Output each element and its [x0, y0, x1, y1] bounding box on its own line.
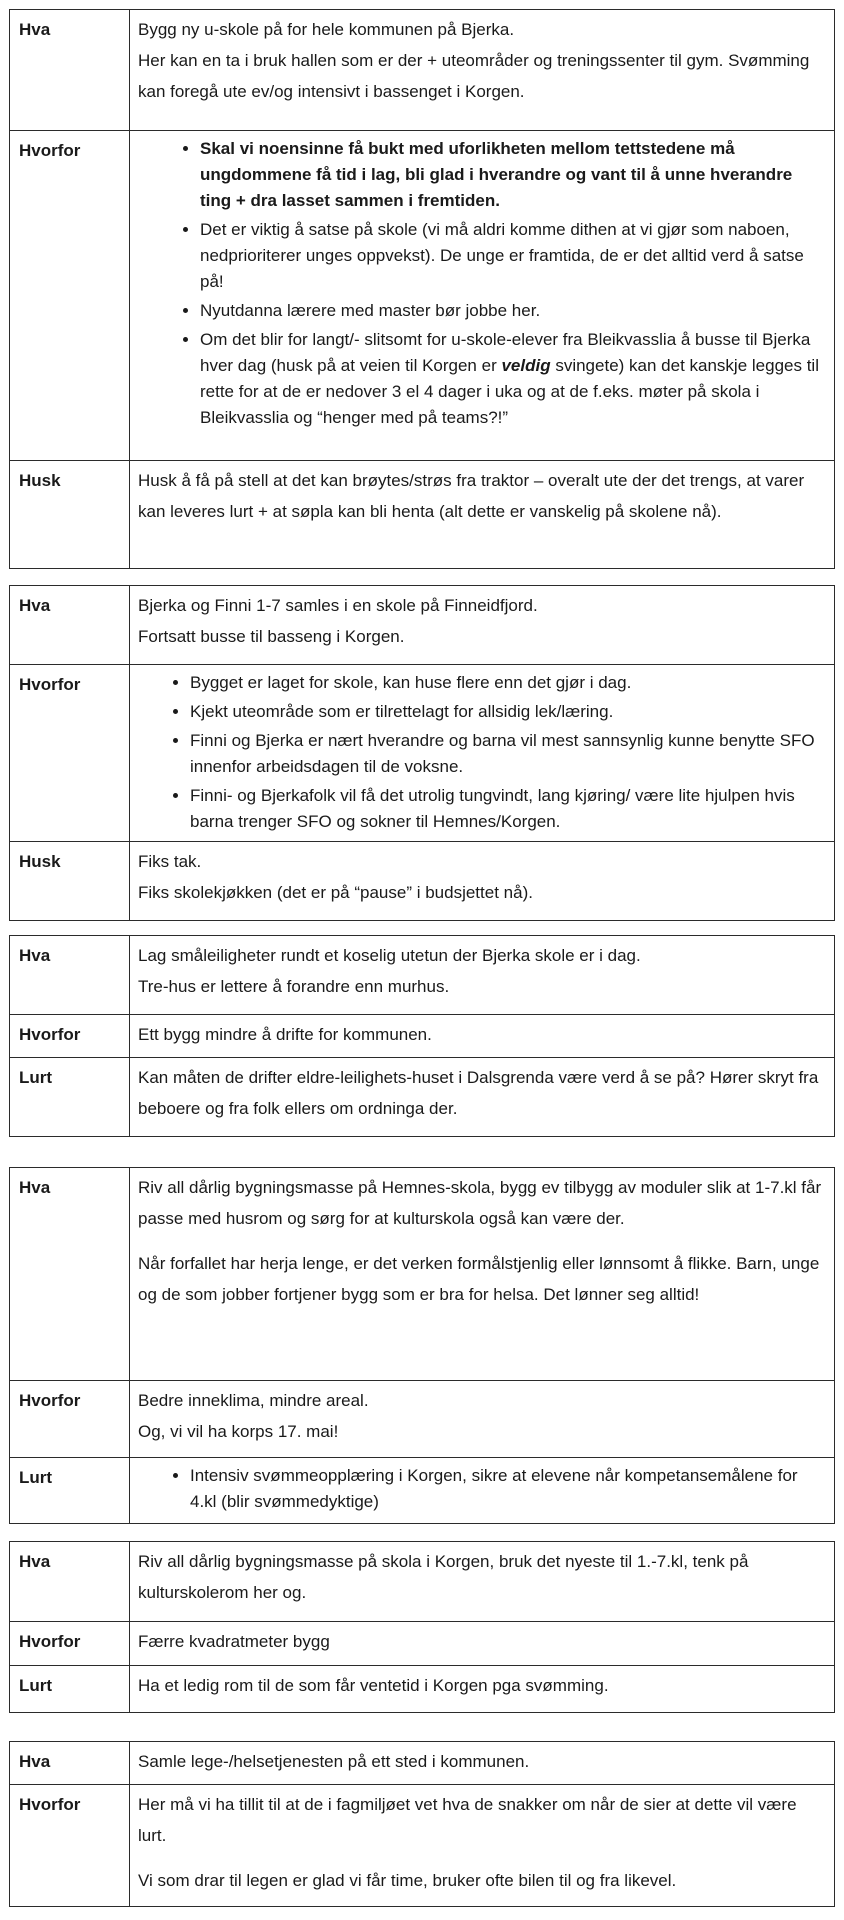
proposal-table-6	[9, 1741, 835, 1907]
proposal-table-2	[9, 585, 835, 921]
paragraph: Kan måten de drifter eldre-leilighets-huset i Dalsgrenda være verd å se på? Hører skryt fra beboere og fra folk ellers om ordninga der.	[138, 1068, 819, 1118]
row-label: Husk	[10, 842, 130, 921]
row-label: Hvorfor	[10, 1381, 130, 1458]
paragraph: Lag småleiligheter rundt et koselig utetun der Bjerka skole er i dag.	[138, 946, 641, 965]
table-row	[10, 1542, 835, 1622]
row-label: Hva	[10, 1542, 130, 1622]
paragraph: Her kan en ta i bruk hallen som er der + uteområder og treningssenter til gym. Svømming kan foregå ute ev/og intensivt i bassenget i Korgen.	[138, 51, 810, 101]
emphasis-text: veldig	[501, 356, 551, 375]
list-item: • Det er viktig å satse på skole (vi må aldri komme dithen at vi gjør som naboen, nedprioriterer unges oppvekst). De unge er framtida, de er det alltid verd å satse på!	[200, 216, 826, 295]
paragraph: Når forfallet har herja lenge, er det verken formålstjenlig eller lønnsomt å flikke. Barn, unge og de som jobber fortjener bygg som er bra for helsa. Det lønner seg alltid!	[138, 1254, 820, 1304]
row-content	[130, 1666, 835, 1713]
row-content	[130, 586, 835, 665]
row-content	[130, 1058, 835, 1137]
list-item	[200, 326, 826, 431]
paragraph: Bjerka og Finni 1-7 samles i en skole på Finneidfjord.	[138, 596, 538, 615]
paragraph: Og, vi vil ha korps 17. mai!	[138, 1422, 339, 1441]
table-row	[10, 586, 835, 665]
table-row	[10, 1458, 835, 1524]
table-row	[10, 461, 835, 569]
table-row	[10, 1058, 835, 1137]
table-row	[10, 842, 835, 921]
paragraph: Fiks tak.	[138, 852, 202, 871]
table-row	[10, 10, 835, 131]
paragraph: Bedre inneklima, mindre areal.	[138, 1391, 369, 1410]
row-label: Hva	[10, 10, 130, 131]
row-label: Hvorfor	[10, 1622, 130, 1666]
bullet-list	[138, 135, 826, 431]
row-content	[130, 131, 835, 461]
paragraph: Fiks skolekjøkken (det er på “pause” i budsjettet nå).	[138, 883, 533, 902]
row-content	[130, 10, 835, 131]
row-content	[130, 1015, 835, 1058]
row-content	[130, 1168, 835, 1381]
row-label: Lurt	[10, 1058, 130, 1137]
table-row	[10, 665, 835, 842]
row-label: Husk	[10, 461, 130, 569]
row-content	[130, 1742, 835, 1785]
proposal-table-4	[9, 1167, 835, 1524]
row-content	[130, 842, 835, 921]
paragraph: Samle lege-/helsetjenesten på ett sted i kommunen.	[138, 1752, 530, 1771]
table-row	[10, 936, 835, 1015]
row-label: Hvorfor	[10, 665, 130, 842]
row-label: Hva	[10, 586, 130, 665]
paragraph: Riv all dårlig bygningsmasse på skola i Korgen, bruk det nyeste til 1.-7.kl, tenk på kulturskolerom her og.	[138, 1552, 749, 1602]
row-content	[130, 1785, 835, 1907]
row-label: Hvorfor	[10, 1015, 130, 1058]
bullet-list	[138, 1462, 826, 1515]
row-label: Hva	[10, 1742, 130, 1785]
row-content	[130, 461, 835, 569]
table-row	[10, 1622, 835, 1666]
paragraph: Ett bygg mindre å drifte for kommunen.	[138, 1025, 432, 1044]
row-label: Hva	[10, 936, 130, 1015]
proposal-table-5	[9, 1541, 835, 1713]
row-label: Hva	[10, 1168, 130, 1381]
list-item: • Finni og Bjerka er nært hverandre og barna vil mest sannsynlig kunne benytte SFO innenfor arbeidsdagen til de voksne.	[190, 727, 826, 780]
paragraph: Ha et ledig rom til de som får ventetid i Korgen pga svømming.	[138, 1676, 609, 1695]
row-content	[130, 665, 835, 842]
table-row	[10, 1381, 835, 1458]
row-content	[130, 1458, 835, 1524]
paragraph: Husk å få på stell at det kan brøytes/strøs fra traktor – overalt ute der det trengs, at varer kan leveres lurt + at søpla kan bli henta (alt dette er vanskelig på skolene nå).	[138, 471, 805, 521]
row-content	[130, 1381, 835, 1458]
row-content	[130, 1622, 835, 1666]
list-text: svingete) kan det kanskje legges til rette for at de er nedover 3 el 4 dager i uka og at de f.eks. møter på skola i Bleikvasslia og “henger med på teams?!”	[200, 356, 819, 427]
list-item: • Skal vi noensinne få bukt med uforlikheten mellom tettstedene må ungdommene få tid i lag, bli glad i hverandre og vant til å unne hverandre ting + dra lasset sammen i fremtiden.	[200, 135, 826, 214]
table-row	[10, 1742, 835, 1785]
table-row	[10, 131, 835, 461]
table-row	[10, 1015, 835, 1058]
row-label: Hvorfor	[10, 1785, 130, 1907]
paragraph: Færre kvadratmeter bygg	[138, 1632, 330, 1651]
proposal-table-1	[9, 9, 835, 569]
paragraph: Fortsatt busse til basseng i Korgen.	[138, 627, 405, 646]
row-content	[130, 1542, 835, 1622]
row-label: Hvorfor	[10, 131, 130, 461]
list-item: • Kjekt uteområde som er tilrettelagt for allsidig lek/læring.	[190, 698, 826, 725]
list-item: • Intensiv svømmeopplæring i Korgen, sikre at elevene når kompetansemålene for 4.kl (blir svømmedyktige)	[190, 1462, 826, 1515]
paragraph: Riv all dårlig bygningsmasse på Hemnes-skola, bygg ev tilbygg av moduler slik at 1-7.kl får passe med husrom og sørg for at kulturskola også kan være der.	[138, 1178, 822, 1228]
list-item: • Finni- og Bjerkafolk vil få det utrolig tungvindt, lang kjøring/ være lite hjulpen hvis barna trenger SFO og sokner til Hemnes/Korgen.	[190, 782, 826, 835]
table-row	[10, 1168, 835, 1381]
list-text: Om det blir for langt/- slitsomt for u-skole-elever fra Bleikvasslia å busse til Bjerka hver dag (husk på at veien til Korgen er	[200, 330, 811, 375]
paragraph: Her må vi ha tillit til at de i fagmiljøet vet hva de snakker om når de sier at dette vil være lurt.	[138, 1795, 797, 1845]
row-label: Lurt	[10, 1458, 130, 1524]
paragraph: Bygg ny u-skole på for hele kommunen på Bjerka.	[138, 20, 515, 39]
table-row	[10, 1785, 835, 1907]
paragraph: Tre-hus er lettere å forandre enn murhus.	[138, 977, 450, 996]
proposal-table-3	[9, 935, 835, 1137]
bullet-list	[138, 669, 826, 835]
list-item: • Bygget er laget for skole, kan huse flere enn det gjør i dag.	[190, 669, 826, 696]
paragraph: Vi som drar til legen er glad vi får time, bruker ofte bilen til og fra likevel.	[138, 1871, 677, 1890]
row-content	[130, 936, 835, 1015]
table-row	[10, 1666, 835, 1713]
row-label: Lurt	[10, 1666, 130, 1713]
list-item: • Nyutdanna lærere med master bør jobbe her.	[200, 297, 826, 324]
